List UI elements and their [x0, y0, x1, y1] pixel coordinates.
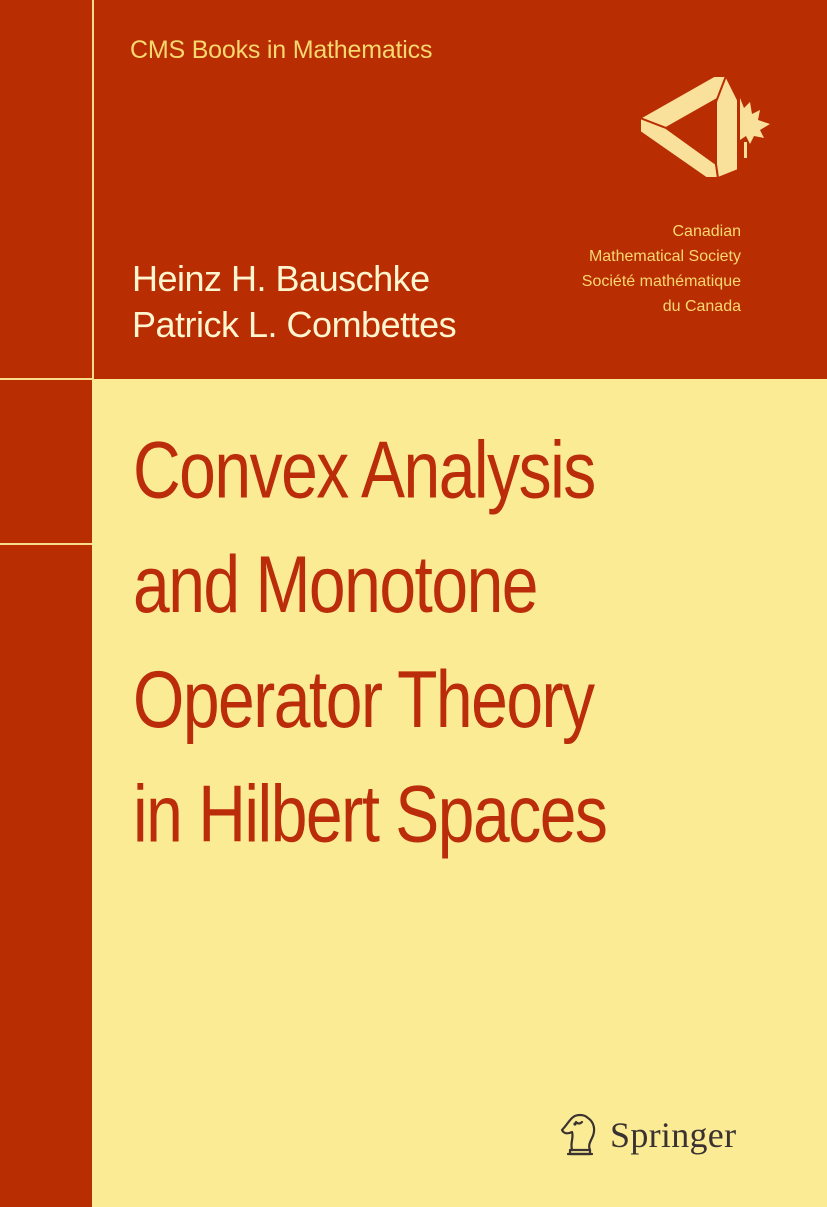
society-line: Société mathématique [581, 273, 741, 290]
title-line: in Hilbert Spaces [133, 768, 607, 859]
society-name [571, 219, 741, 319]
title-line: and Monotone [133, 538, 538, 630]
author-name: Heinz H. Bauschke [132, 258, 430, 299]
author-name: Patrick L. Combettes [132, 304, 457, 345]
book-title [133, 412, 606, 871]
authors [132, 256, 456, 348]
series-title: CMS Books in Mathematics [130, 36, 433, 64]
title-line: Convex Analysis [133, 424, 595, 515]
society-line: Canadian [672, 223, 741, 240]
horizontal-rule-top [0, 378, 94, 380]
society-line: Mathematical Society [588, 248, 741, 265]
society-line: du Canada [662, 298, 741, 315]
left-band [0, 379, 92, 1207]
cms-logo-icon [636, 70, 778, 182]
publisher-name: Springer [610, 1115, 737, 1155]
publisher [558, 1110, 736, 1160]
vertical-rule [92, 0, 94, 379]
springer-knight-logo-icon [558, 1112, 602, 1158]
horizontal-rule-mid [0, 543, 92, 545]
title-line: Operator Theory [133, 653, 594, 744]
